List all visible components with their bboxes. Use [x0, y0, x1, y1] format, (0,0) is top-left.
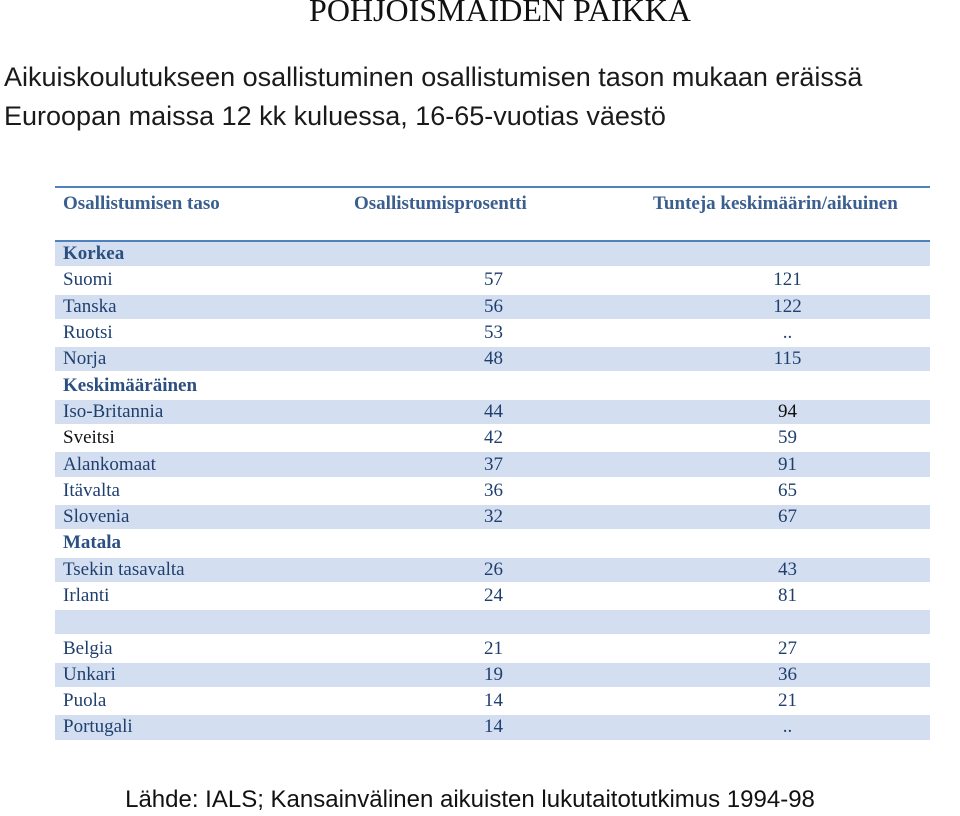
- table-group-row: [55, 530, 930, 556]
- table-group-row: [55, 372, 930, 398]
- table-row: [55, 714, 930, 740]
- participation-percent-cell: 42: [342, 425, 645, 451]
- hours-per-adult-cell: 27: [645, 635, 930, 661]
- participation-percent-cell: 19: [342, 662, 645, 688]
- country-cell: Sveitsi: [55, 425, 342, 451]
- participation-percent-cell: 36: [342, 478, 645, 504]
- hours-per-adult-cell: 115: [645, 346, 930, 372]
- table-row: [55, 399, 930, 425]
- hours-per-adult-cell: 91: [645, 451, 930, 477]
- participation-percent-cell: 57: [342, 267, 645, 293]
- country-cell: [55, 609, 342, 635]
- hours-per-adult-cell: 67: [645, 504, 930, 530]
- table-row: [55, 583, 930, 609]
- group-label: Keskimääräinen: [55, 372, 342, 398]
- page-subtitle: Aikuiskoulutukseen osallistuminen osallistumisen tason mukaan eräissä Euroopan maissa 12 kk kuluessa, 16-65-vuotias väestö: [4, 62, 863, 131]
- header-hours-per-adult: Tunteja keskimäärin/aikuinen: [645, 187, 930, 241]
- header-participation-level: Osallistumisen taso: [55, 187, 342, 241]
- table-row: [55, 635, 930, 661]
- table-row: [55, 609, 930, 635]
- table-row: [55, 557, 930, 583]
- participation-percent-cell: 14: [342, 714, 645, 740]
- hours-per-adult-cell: [645, 609, 930, 635]
- country-cell: Tsekin tasavalta: [55, 557, 342, 583]
- table-row: [55, 320, 930, 346]
- participation-percent-cell: [342, 372, 645, 398]
- hours-per-adult-cell: 65: [645, 478, 930, 504]
- country-cell: Portugali: [55, 714, 342, 740]
- participation-percent-cell: 14: [342, 688, 645, 714]
- country-cell: Slovenia: [55, 504, 342, 530]
- participation-percent-cell: 37: [342, 451, 645, 477]
- table-group-row: [55, 241, 930, 267]
- table-row: [55, 662, 930, 688]
- group-label: Matala: [55, 530, 342, 556]
- participation-percent-cell: 48: [342, 346, 645, 372]
- table-row: [55, 504, 930, 530]
- country-cell: Itävalta: [55, 478, 342, 504]
- participation-table-container: [55, 186, 930, 742]
- country-cell: Alankomaat: [55, 451, 342, 477]
- participation-percent-cell: 21: [342, 635, 645, 661]
- participation-percent-cell: 56: [342, 294, 645, 320]
- participation-percent-cell: [342, 241, 645, 267]
- hours-per-adult-cell: 59: [645, 425, 930, 451]
- group-label: Korkea: [55, 241, 342, 267]
- country-cell: Ruotsi: [55, 320, 342, 346]
- participation-percent-cell: 32: [342, 504, 645, 530]
- country-cell: Tanska: [55, 294, 342, 320]
- hours-per-adult-cell: [645, 241, 930, 267]
- table-row: [55, 294, 930, 320]
- table-row: [55, 478, 930, 504]
- country-cell: Iso-Britannia: [55, 399, 342, 425]
- hours-per-adult-cell: 121: [645, 267, 930, 293]
- header-participation-percent: Osallistumisprosentti: [342, 187, 645, 241]
- hours-per-adult-cell: ..: [645, 320, 930, 346]
- hours-per-adult-cell: 94: [645, 399, 930, 425]
- country-cell: Belgia: [55, 635, 342, 661]
- hours-per-adult-cell: 81: [645, 583, 930, 609]
- page-title: POHJOISMAIDEN PAIKKA: [309, 0, 691, 28]
- table-header-row: [55, 187, 930, 241]
- hours-per-adult-cell: 122: [645, 294, 930, 320]
- country-cell: Norja: [55, 346, 342, 372]
- hours-per-adult-cell: ..: [645, 714, 930, 740]
- participation-percent-cell: [342, 609, 645, 635]
- hours-per-adult-cell: [645, 530, 930, 556]
- hours-per-adult-cell: [645, 372, 930, 398]
- participation-percent-cell: 24: [342, 583, 645, 609]
- table-row: [55, 425, 930, 451]
- participation-percent-cell: [342, 530, 645, 556]
- participation-percent-cell: 44: [342, 399, 645, 425]
- hours-per-adult-cell: 36: [645, 662, 930, 688]
- table-body: [55, 241, 930, 741]
- country-cell: Puola: [55, 688, 342, 714]
- table-row: [55, 451, 930, 477]
- country-cell: Suomi: [55, 267, 342, 293]
- table-row: [55, 688, 930, 714]
- participation-percent-cell: 53: [342, 320, 645, 346]
- table-row: [55, 346, 930, 372]
- participation-table: [55, 186, 930, 742]
- table-row: [55, 267, 930, 293]
- country-cell: Irlanti: [55, 583, 342, 609]
- source-note: Lähde: IALS; Kansainvälinen aikuisten lukutaitotutkimus 1994-98: [125, 786, 815, 813]
- hours-per-adult-cell: 43: [645, 557, 930, 583]
- country-cell: Unkari: [55, 662, 342, 688]
- participation-percent-cell: 26: [342, 557, 645, 583]
- hours-per-adult-cell: 21: [645, 688, 930, 714]
